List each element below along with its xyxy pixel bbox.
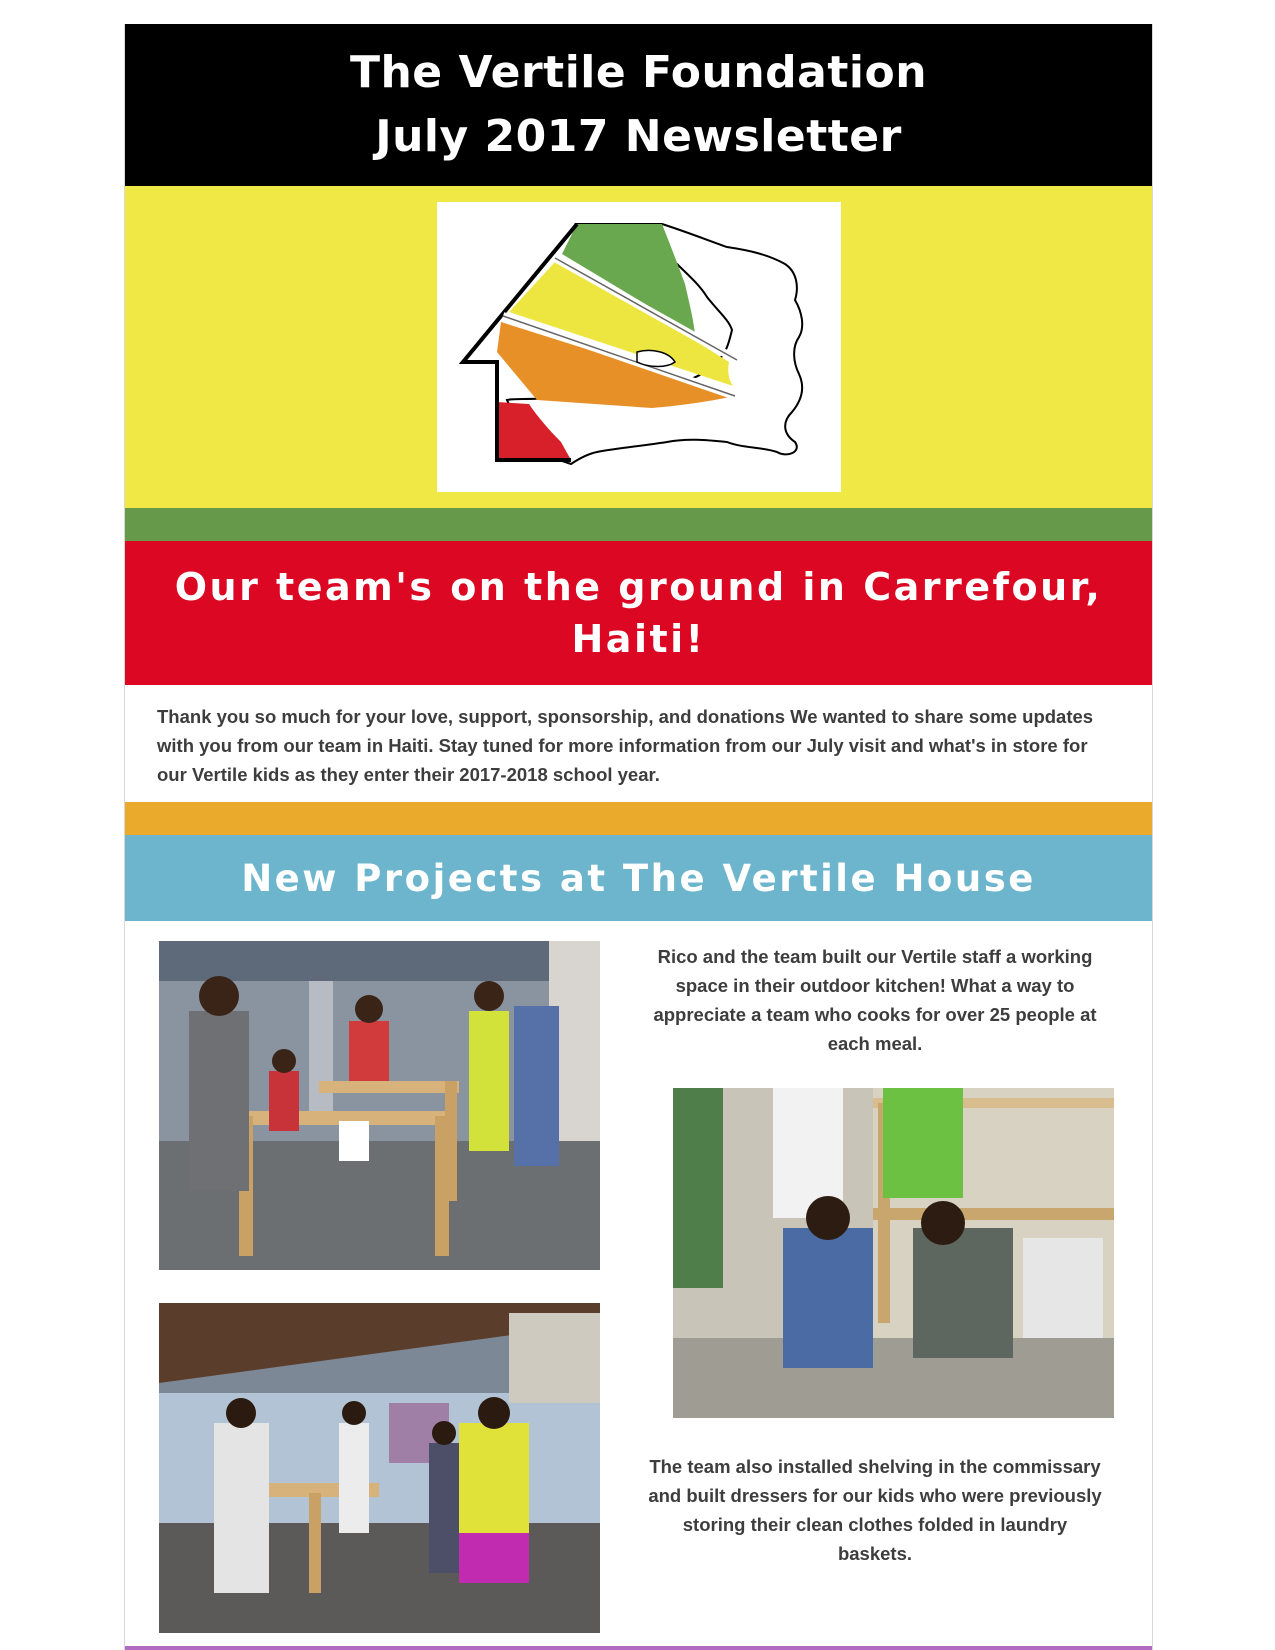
announcement-band: [125, 541, 1152, 685]
workspace-caption: Rico and the team built our Vertile staff a working space in their outdoor kitchen! What a way to appreciate a team who cooks for over 25 people at each meal.: [653, 946, 1097, 1054]
photo-outdoor-kitchen: [159, 1303, 600, 1633]
newsletter-header: [125, 24, 1152, 186]
haiti-map-house-logo-icon: [437, 202, 841, 492]
newsletter-title-line2: July 2017 Newsletter: [375, 111, 902, 162]
orange-divider: [125, 802, 1152, 835]
announcement-line2: Haiti!: [571, 617, 706, 661]
newsletter-page: [124, 24, 1153, 1650]
announcement-line1: Our team's on the ground in Carrefour,: [174, 565, 1103, 609]
photo-commissary-shelving: [673, 1088, 1114, 1418]
shelving-caption: The team also installed shelving in the commissary and built dressers for our kids who were previously storing their clean clothes folded in laundry baskets.: [648, 1456, 1102, 1564]
intro-paragraph: Thank you so much for your love, support, sponsorship, and donations We wanted to share some updates with you from our team in Haiti. Stay tuned for more information from our July visit and what's in store for our Vertile kids as they enter their 2017-2018 school year.: [157, 706, 1094, 785]
green-divider: [125, 508, 1152, 541]
projects-heading: New Projects at The Vertile House: [241, 856, 1036, 900]
newsletter-title-line1: The Vertile Foundation: [349, 47, 928, 98]
photo-workspace-table: [159, 941, 600, 1270]
projects-heading-band: [125, 835, 1152, 921]
bottom-divider: [125, 1646, 1152, 1650]
logo-band: [125, 186, 1152, 508]
